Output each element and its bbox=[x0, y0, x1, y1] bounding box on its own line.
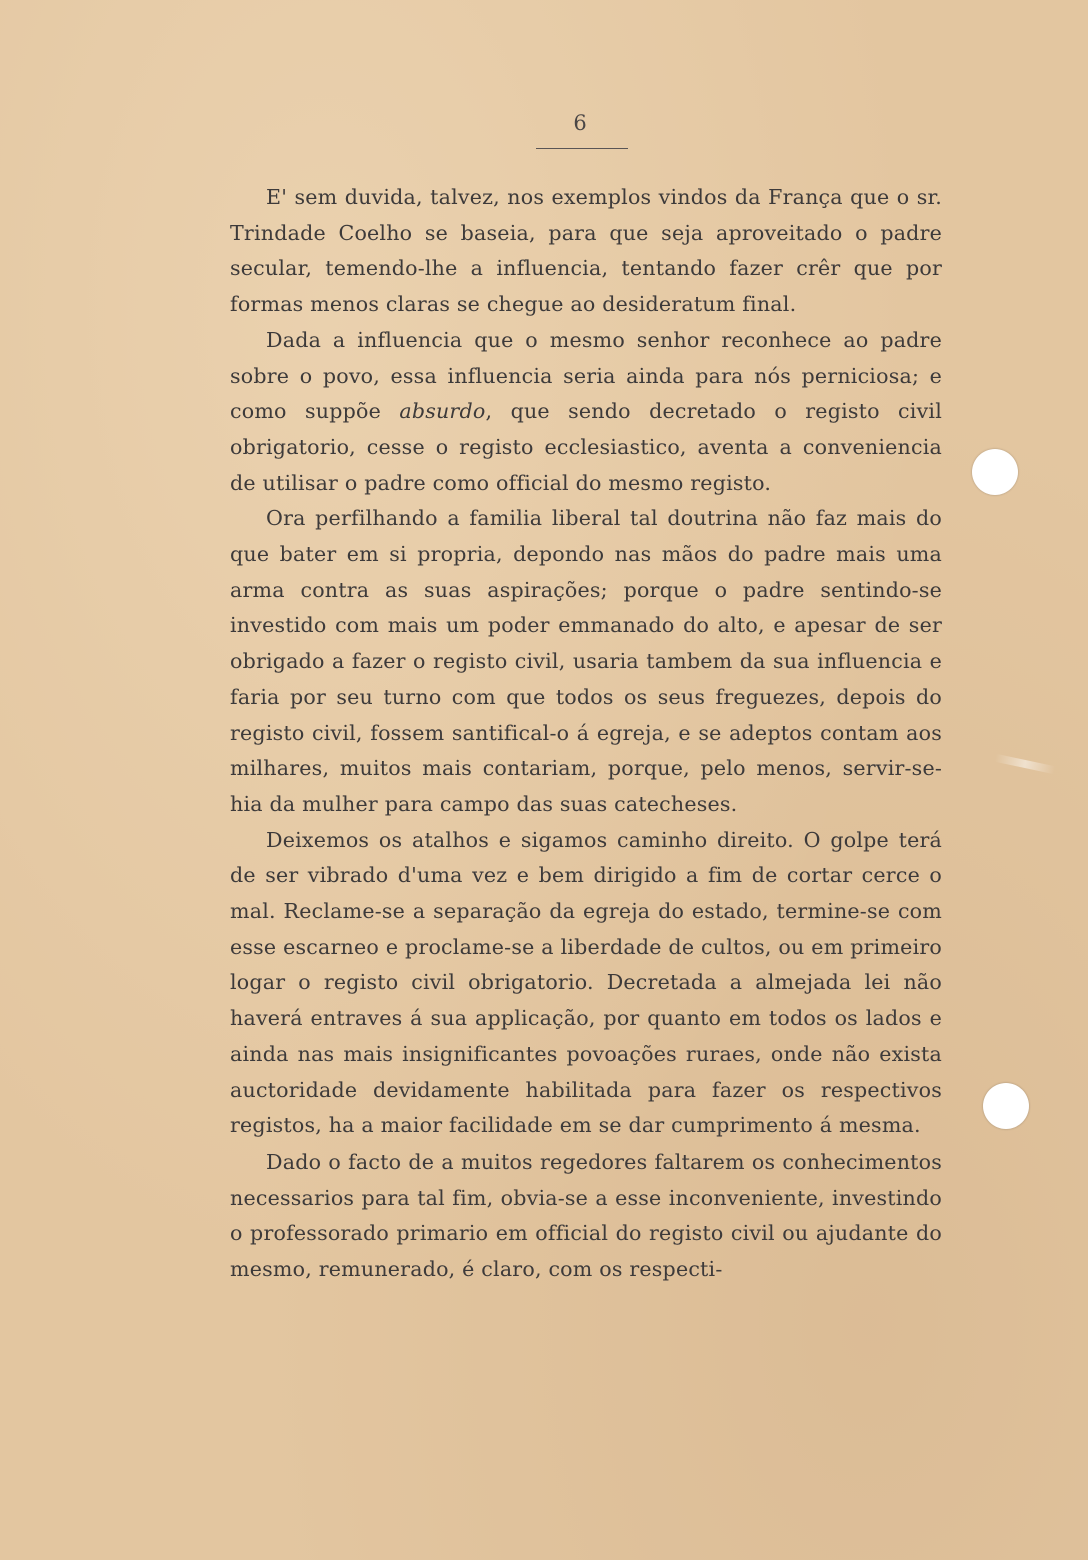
punch-hole bbox=[972, 449, 1018, 495]
paragraph bbox=[230, 501, 942, 822]
page-number-rule bbox=[536, 148, 628, 149]
emphasized-word: absurdo bbox=[399, 399, 486, 424]
paragraph-text: E' sem duvida, talvez, nos exemplos vindos da França que o sr. Trindade Coelho se baseia, para que seja aproveitado o padre secular, temendo-lhe a influencia, tentando fazer crêr que por formas menos claras se chegue ao desideratum final. bbox=[230, 185, 942, 317]
paragraph bbox=[230, 180, 942, 323]
paper-crease bbox=[995, 754, 1055, 774]
paragraph bbox=[230, 1145, 942, 1288]
paragraph-text: Ora perfilhando a familia liberal tal doutrina não faz mais do que bater em si propria, depondo nas mãos do padre mais uma arma contra as suas aspirações; porque o padre sentindo-se investido com mais um poder emmanado do alto, e apesar de ser obrigado a fazer o registo civil, usaria tambem da sua influencia e faria por seu turno com que todos os seus freguezes, depois do registo civil, fossem santifical-o á egreja, e se adeptos contam aos milhares, muitos mais contariam, porque, pelo menos, servir-se-hia da mulher para campo das suas catecheses. bbox=[230, 506, 942, 816]
paragraph-text: Dado o facto de a muitos regedores faltarem os conhecimentos necessarios para tal fim, obvia-se a esse inconveniente, investindo o professorado primario em official do registo civil ou ajudante do mesmo, remunerado, é claro, com os respecti- bbox=[230, 1149, 942, 1282]
paragraph-text: , que sendo decretado o registo civil obrigatorio, cesse o registo ecclesiastico, aventa a conveniencia de utilisar o padre como official do mesmo registo. bbox=[230, 399, 942, 495]
paragraph-text: Dada a influencia que o mesmo senhor reconhece ao padre sobre o povo, essa influencia seria ainda para nós perniciosa; e como suppõe bbox=[230, 327, 942, 424]
paragraph-text: Deixemos os atalhos e sigamos caminho direito. O golpe terá de ser vibrado d'uma vez e bem dirigido a fim de cortar cerce o mal. Reclame-se a separação da egreja do estado, termine-se com esse escarneo e proclame-se a liberdade de cultos, ou em primeiro logar o registo civil obrigatorio. Decretada a almejada lei não haverá entraves á sua applicação, por quanto em todos os lados e ainda nas mais insignificantes povoações ruraes, onde não exista auctoridade devidamente habilitada para fazer os respectivos registos, ha a maior facilidade em se dar cumprimento á mesma. bbox=[230, 827, 942, 1138]
page-number: 6 bbox=[573, 111, 587, 135]
body-text bbox=[230, 180, 942, 1288]
punch-hole bbox=[983, 1083, 1029, 1129]
paragraph bbox=[230, 323, 942, 502]
paragraph bbox=[230, 823, 942, 1144]
